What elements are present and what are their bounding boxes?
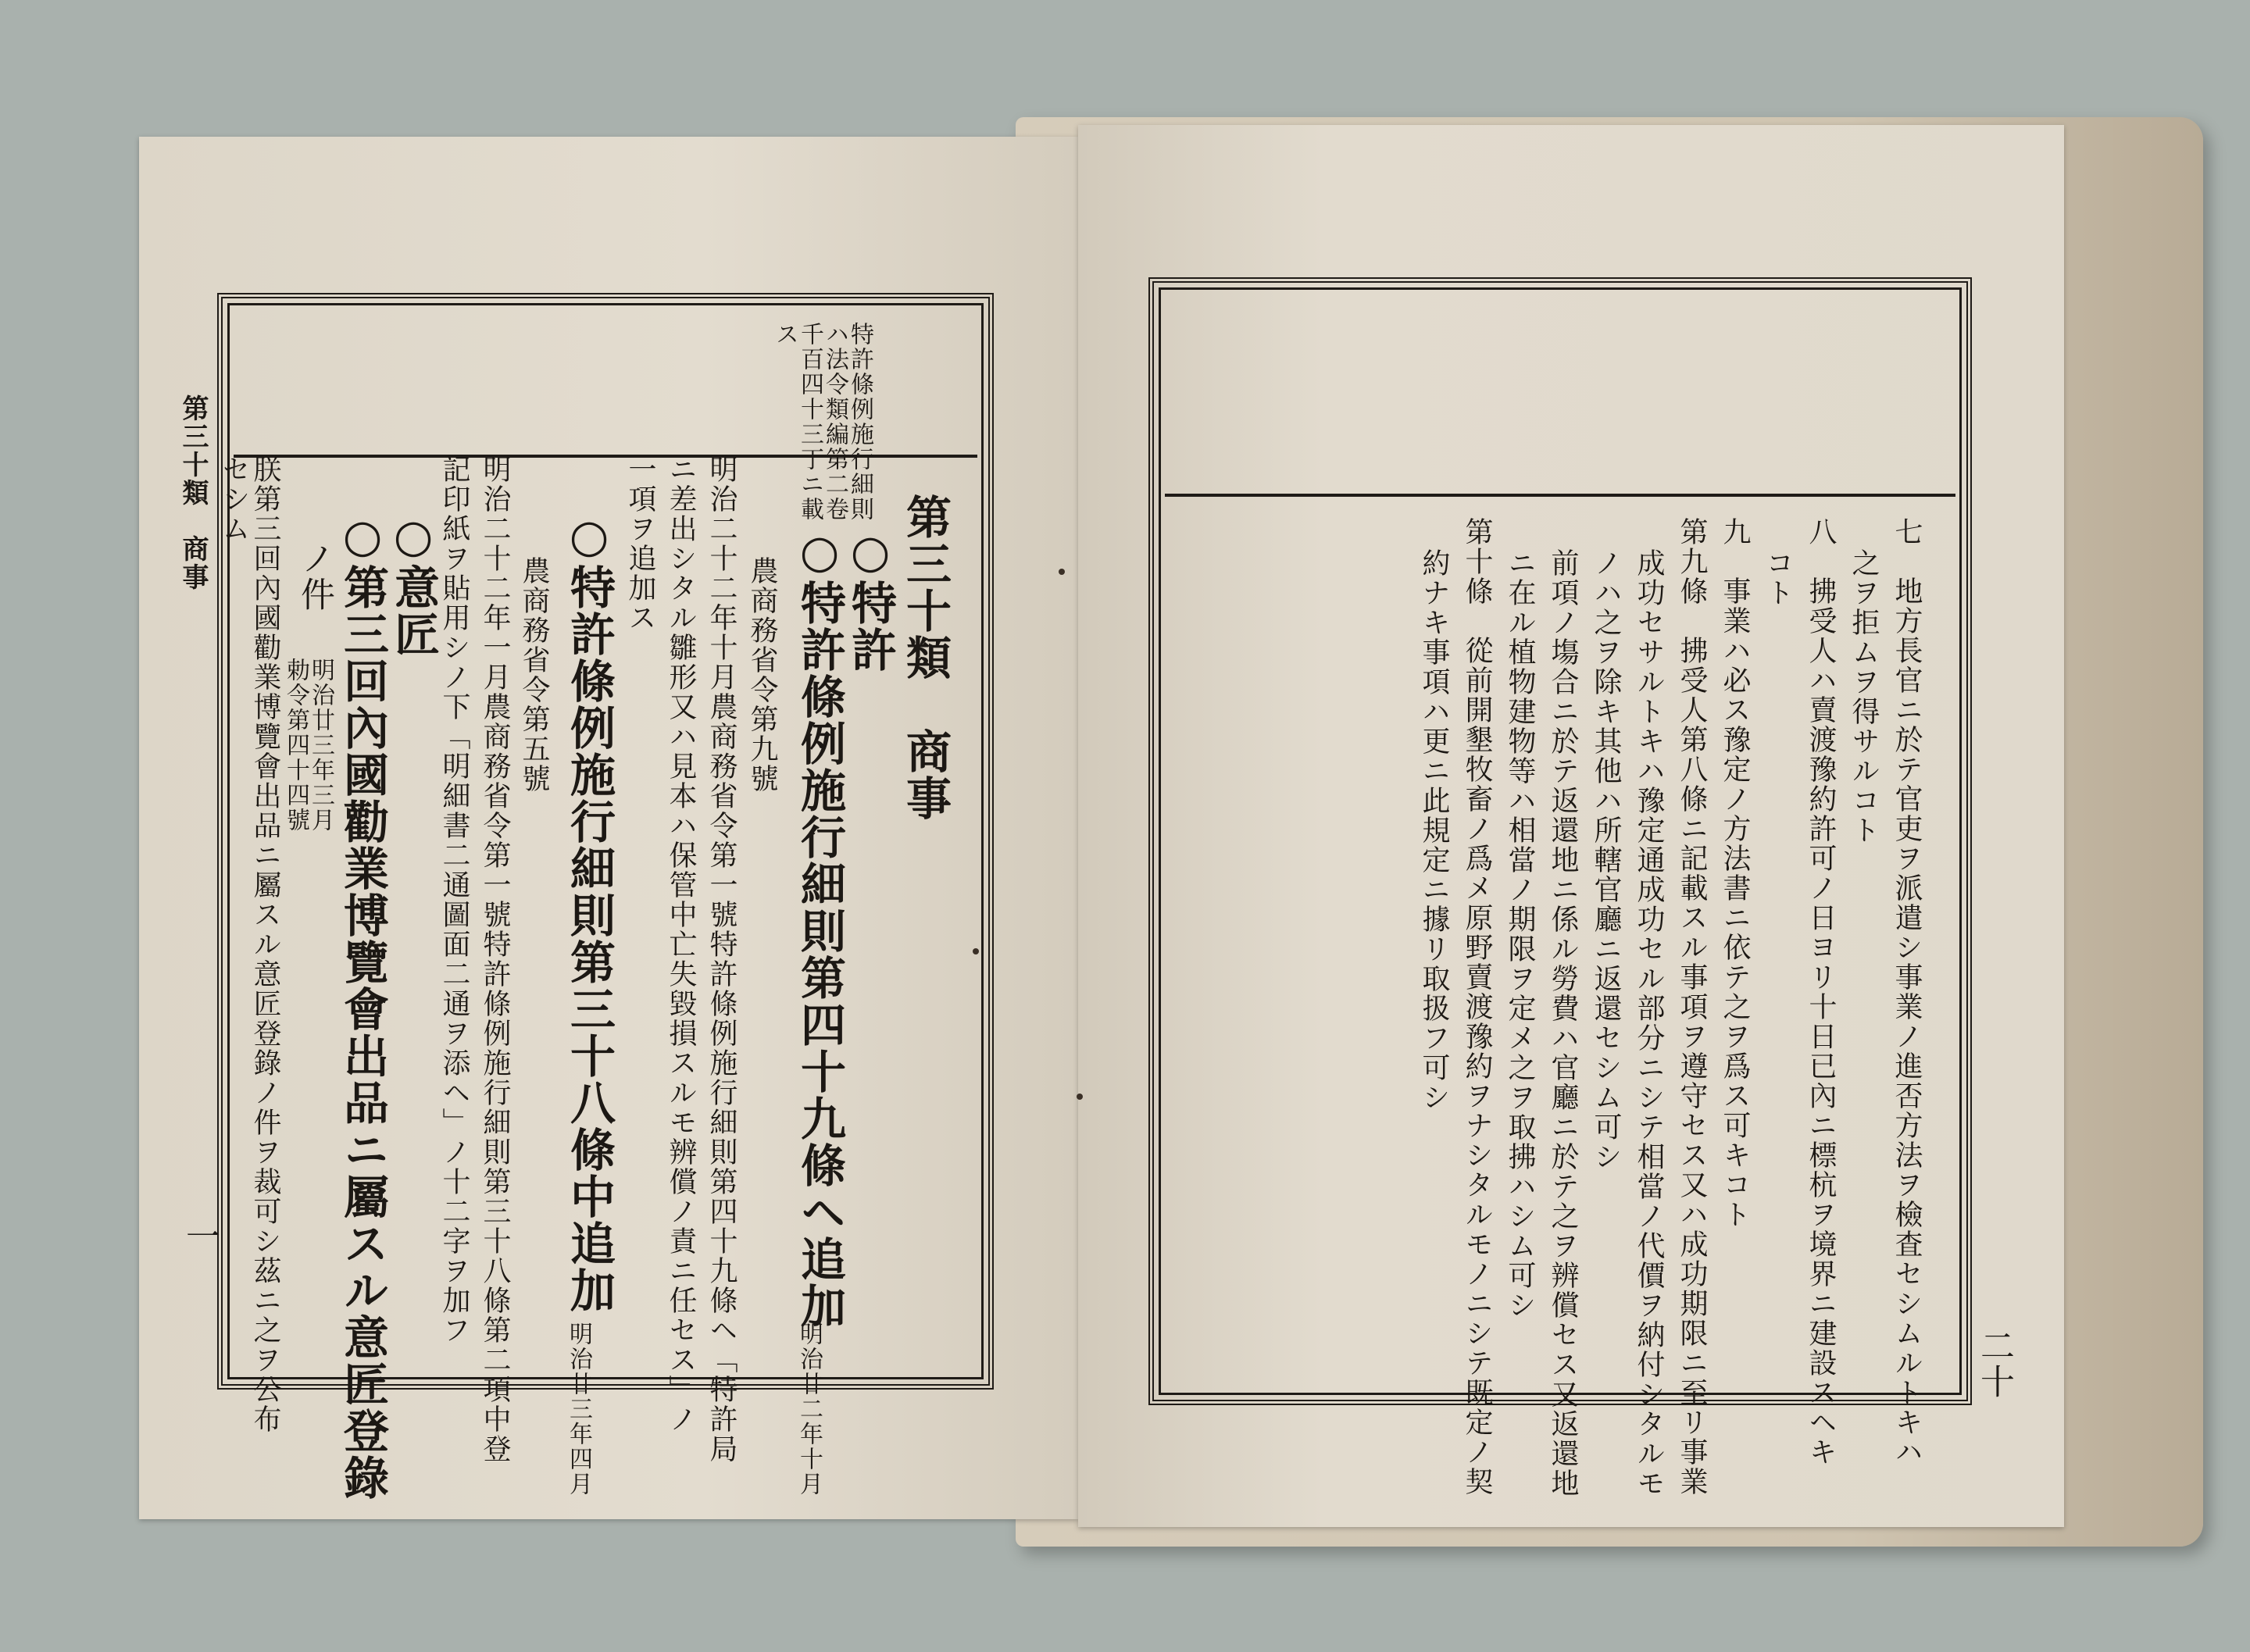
body-line: 記印紙ヲ貼用シノ下「明細書二通圖面二通ヲ添ヘ」ノ十二字ヲ加フ (438, 455, 470, 1345)
header-note-line: ス (771, 322, 798, 347)
chapter-title: 第三十類 商事 (898, 494, 952, 822)
text-frame-left (217, 293, 994, 1501)
paper-speck (973, 948, 979, 954)
body-line: 第十條 從前開墾牧畜ノ爲メ原野賣渡豫約ヲナシタルモノニシテ既定ノ契 (1461, 517, 1493, 1497)
body-line: 一項ヲ追加ス (624, 455, 656, 633)
body-line: コト (1762, 548, 1794, 608)
header-note-line: ハ法令類編第二卷 (821, 322, 848, 522)
running-head: 第三十類 商事 (177, 394, 209, 591)
article-heading: ○特許條例施行細則第四十九條ヘ追加 (793, 525, 846, 1329)
ordinance-number: 農商務省令第五號 (518, 556, 550, 794)
body-line: ノハ之ヲ除キ其他ハ所轄官廳ニ返還セシム可シ (1590, 548, 1622, 1172)
body-line: 前項ノ塲合ニ於テ返還地ニ係ル勞費ハ官廳ニ於テ之ヲ辨償セス又返還地 (1547, 548, 1579, 1498)
left-page (139, 137, 1078, 1519)
date-note: 明治廿二年十月 (795, 1322, 823, 1497)
body-line: セシム (218, 455, 250, 544)
body-line: 第九條 拂受人第八條ニ記載スル事項ヲ遵守セス又ハ成功期限ニ至リ事業 (1676, 517, 1708, 1497)
body-line: 八 拂受人ハ賣渡豫約許可ノ日ヨリ十日已內ニ標杭ヲ境界ニ建設スヘキ (1805, 517, 1837, 1467)
section-heading: ○特許 (844, 525, 897, 673)
paper-speck (1077, 1094, 1083, 1100)
folio-right: 二十 (1974, 1328, 2014, 1400)
body-line: 七 地方長官ニ於テ官吏ヲ派遣シ事業ノ進否方法ヲ檢査セシムルトキハ (1891, 517, 1923, 1467)
body-line: 明治二十二年一月農商務省令第一號特許條例施行細則第三十八條第二項中登 (479, 455, 511, 1464)
ordinance-number: 農商務省令第九號 (746, 556, 778, 794)
article-heading-cont: ノ件 (295, 541, 334, 612)
article-heading: ○特許條例施行細則第三十八條中追加 (562, 509, 616, 1314)
body-line: 九 事業ハ必ス豫定ノ方法書ニ依テ之ヲ爲ス可キコト (1719, 517, 1751, 1229)
text-frame-right (1148, 277, 1972, 1498)
right-page (1078, 125, 2064, 1527)
header-note-line: 特許條例施行細則 (846, 322, 873, 522)
body-line: 成功セサルトキハ豫定通成功セル部分ニシテ相當ノ代價ヲ納付シタルモ (1633, 548, 1665, 1498)
body-line: 約ナキ事項ハ更ニ此規定ニ據リ取扱フ可シ (1418, 548, 1450, 1112)
article-heading: ○第三回內國勸業博覽會出品ニ屬スル意匠登錄 (336, 509, 389, 1501)
date-note: 明治廿三年三月 (307, 658, 334, 833)
body-line: ニ差出シタル雛形又ハ見本ハ保管中亡失毀損スルモ辨償ノ責ニ任セス」ノ (665, 455, 697, 1434)
folio-left: 一 (180, 1218, 220, 1254)
body-line: 朕第三回內國勸業博覽會出品ニ屬スル意匠登錄ノ件ヲ裁可シ茲ニ之ヲ公布 (249, 455, 281, 1434)
body-line: 之ヲ拒ムヲ得サルコト (1848, 548, 1880, 845)
body-line: ニ在ル植物建物等ハ相當ノ期限ヲ定メ之ヲ取拂ハシム可シ (1504, 548, 1536, 1320)
section-heading: ○意匠 (387, 509, 440, 658)
paper-speck (1059, 569, 1065, 575)
date-note: 明治廿三年四月 (565, 1322, 592, 1497)
header-note-line: 千百四十三丁ニ載 (796, 322, 823, 522)
header-rule (1165, 494, 1955, 497)
ordinance-number: 勅令第四十四號 (282, 658, 309, 833)
body-line: 明治二十二年十月農商務省令第一號特許條例施行細則第四十九條ヘ「特許局 (705, 455, 738, 1464)
